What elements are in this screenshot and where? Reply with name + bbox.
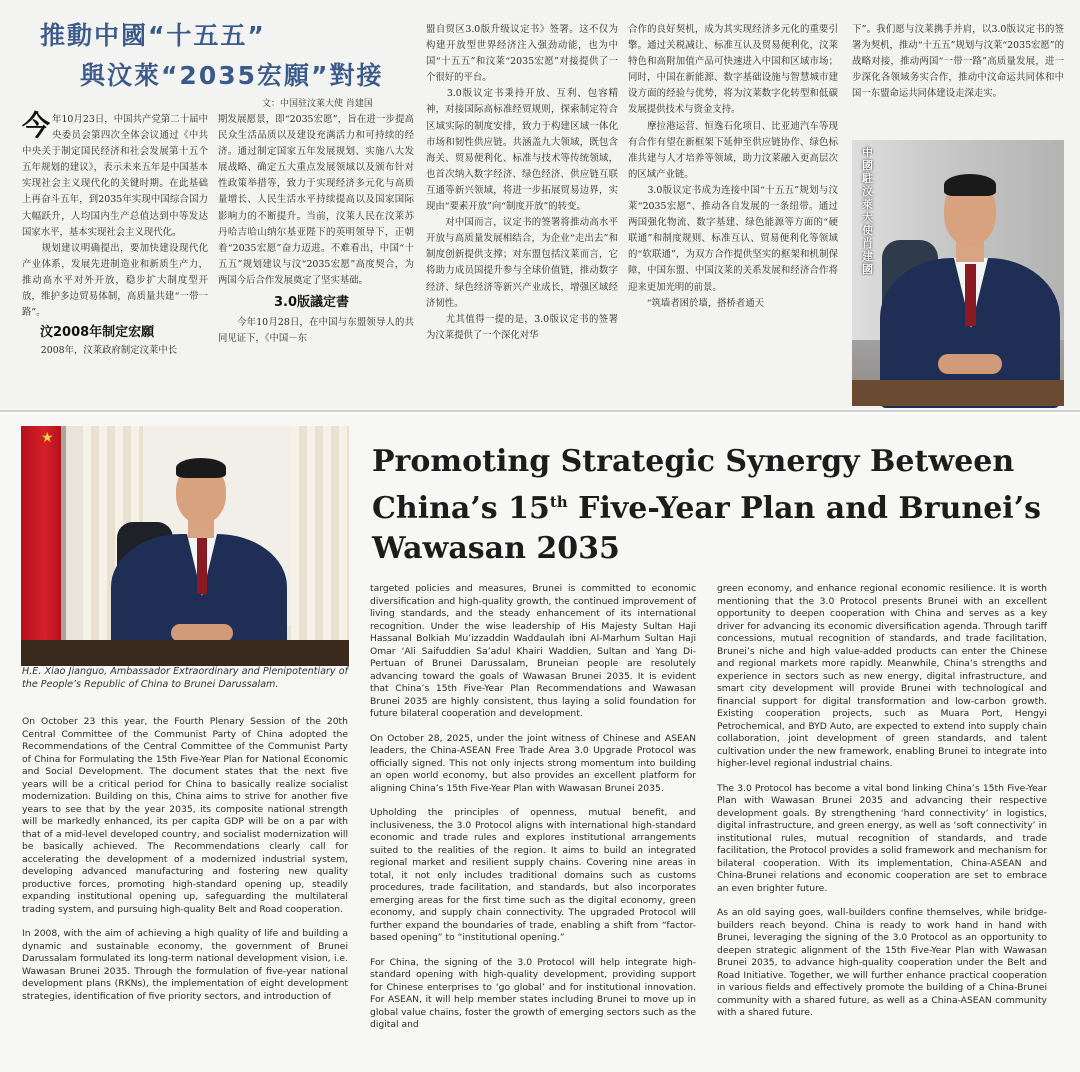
cn-title-line-1: 推動中國“十五五” bbox=[40, 21, 266, 50]
cn-paragraph: 规划建议明确提出，要加快建设现代化产业体系，发展先进制造业和新质生产力，推动高水平对外开放，稳步扩大制度型开放，维护多边贸易体制，高质量共建“一带一路”。 bbox=[22, 242, 208, 319]
cn-photo-caption: 中國駐汶萊大使肖建國 bbox=[862, 146, 873, 276]
cn-paragraph: 年10月23日，中国共产党第二十届中央委员会第四次全体会议通过《中共中央关于制定国民经济和社会发展第十五个五年规划的建议》，表示未来五年是中国基本实现社会主义现代化的关键时期。在此基础上再奋斗五年，到2035年实现中国综合国力大幅跃升，人均国内生产总值达到中等发达国家水平，基本实现社会主义现代化。 bbox=[22, 114, 208, 238]
en-paragraph: targeted policies and measures, Brunei is committed to economic diversification and high-quality growth, the continued improvement of living standards, and the steady enhancement of its international recognition. Under the wise leadership of His Majesty Sultan Haji Hassanal Bolkiah Mu’izzaddin Waddaulah ibni Al-Marhum Sultan Haji Omar ‘Ali Saifuddien Sa’adul Khairi Waddien, Sultan and Yang Di-Pertuan of Brunei Darussalam, Bruneian people are resolutely advancing toward the goals of Wawasan Brunei 2035. It is evident that China’s 15th Five-Year Plan Recommendations and Wawasan Brunei 2035 are highly consistent, thus laying a solid foundation for future bilateral cooperation and development. bbox=[370, 583, 696, 719]
cn-byline: 文：中国驻汶莱大使 肖建国 bbox=[262, 99, 373, 109]
cn-column-2 bbox=[218, 112, 414, 404]
en-paragraph: As an old saying goes, wall-builders confine themselves, while bridge-builders reach beyond. China is ready to work hand in hand with Brunei, leveraging the signing of the 3.0 Protocol as an opportunity to deepen strategic alignment of the 15th Five-Year Plan with Wawasan Brunei 2035, to advance high-quality cooperation under the Belt and Road Initiative. Together, we will further enhance practical cooperation in various fields and effectively promote the building of a China-Brunei community with a shared future, as well as a China-ASEAN community with a shared future. bbox=[717, 907, 1047, 1018]
cn-subheading: 汶2008年制定宏願 bbox=[40, 325, 155, 341]
en-column-1 bbox=[22, 716, 348, 1068]
cn-dropcap: 今 bbox=[22, 109, 51, 142]
english-page bbox=[0, 414, 1080, 1072]
cn-paragraph: 盟自贸区3.0版升级议定书》签署。这不仅为构建开放型世界经济注入强劲动能，也为中国“十五五”和汶莱“2035宏愿”对接提供了一个很好的平台。 bbox=[426, 24, 618, 84]
en-paragraph: For China, the signing of the 3.0 Protocol will help integrate high-standard opening with high-quality development, providing support for Chinese enterprises to ‘go global’ and for institutional innovation. For ASEAN, it will help member states including Brunei to move up in global value chains, foster the growth of emerging sectors such as the digital and bbox=[370, 956, 696, 1030]
cn-paragraph: 尤其值得一提的是，3.0版议定书的签署为汶莱提供了一个深化对华 bbox=[426, 313, 618, 341]
en-paragraph: In 2008, with the aim of achieving a high quality of life and building a dynamic and sustainable economy, the government of Brunei Darussalam formulated its long-term national development vision, i.e. Wawasan Brunei 2035. Through the formulation of five-year national development plans (RKNs), the implementation of eight development strategies, identification of five priority sectors, and introduction of bbox=[22, 928, 348, 1002]
cn-paragraph: 摩拉港运营、恒逸石化项目、比亚迪汽车等现有合作有望在新框架下延伸至供应链协作、绿色标准共建与人才培养等领域，助力汶莱融入更高层次的区域产业链。 bbox=[628, 120, 838, 180]
flag-star-icon: ★ bbox=[41, 430, 54, 446]
en-column-3 bbox=[717, 583, 1047, 1069]
cn-column-3 bbox=[426, 22, 618, 341]
cn-paragraph: 合作的良好契机，成为其实现经济多元化的重要引擎。通过关税减让、标准互认及贸易便利化，汶莱特色和高附加值产品可快速进入中国和区域市场；同时，中国在新能源、数字基础设施与智慧城市建设方面的经验与优势，将为汶莱数字化转型和低碳发展提供技术与资金支持。 bbox=[628, 24, 838, 116]
chinese-clipping bbox=[0, 0, 1080, 412]
cn-column-4 bbox=[628, 22, 838, 406]
en-paragraph: green economy, and enhance regional economic resilience. It is worth mentioning that the 3.0 Protocol presents Brunei with an excellent opportunity to deepen cooperation with China and serves as a key driver for advancing its economic diversification agenda. Through tariff concessions, mutual recognition of standards, and trade facilitation, Brunei’s niche and high value-added products can enter the Chinese and regional markets more rapidly. Meanwhile, China’s strengths and experience in sectors such as new energy, digital infrastructure, and smart city development will provide Brunei with technological and financial support for digital transformation and low-carbon growth. Existing cooperation projects, such as Muara Port, Hengyi Petrochemical, and BYD Auto, are expected to extend into supply chain collaboration, joint development of green standards, and talent cultivation under the new framework, enabling Brunei to integrate into higher-level regional industrial chains. bbox=[717, 583, 1047, 769]
cn-paragraph: 2008年，汶莱政府制定汶莱中长 bbox=[40, 345, 178, 357]
cn-paragraph: 3.0版议定书成为连接中国“十五五”规划与汶莱“2035宏愿”、推动各自发展的一条纽带。通过两国强化物流、数字基建、绿色能源等方面的“硬联通”和制度规则、标准互认、贸易便利化等领域的“软联通”，为双方合作提供坚实的框架和机制保障，中国东盟、中国汶莱的关系发展和经济合作将迎来更加光明的前景。 bbox=[628, 184, 838, 293]
cn-paragraph: “筑墙者困於墙，搭桥者通天 bbox=[646, 297, 765, 309]
cn-paragraph: 期发展愿景，即“2035宏愿”，旨在进一步提高民众生活品质以及建设充满活力和可持续的经济。通过制定国家五年发展规划、实施八大发展战略、确定五大重点发展领域以及颁布针对性政策举措等，致力于实现经济多元化与高质量增长、人民生活水平持续提高以及国家国际影响力的不断提升。当前，汶莱人民在汶莱苏丹哈吉哈山纳尔基亚陛下的英明领导下，正朝着“2035宏愿”奋力迈进。不难看出，中国“十五五”规划建议与汶“2035宏愿”高度契合，为两国今后合作发展奠定了坚实基础。 bbox=[218, 114, 414, 286]
en-paragraph: Upholding the principles of openness, mutual benefit, and inclusiveness, the 3.0 Protocol aligns with international high-standard economic and trade rules and explores institutional arrangements suited to the realities of the region. It aims to build an integrated regional market and resilient supply chains. Covering nine areas in total, it not only includes traditional domains such as customs procedures, trade facilitation, and standards, but also incorporates emerging areas for the first time such as the digital economy, green economy, and supply chain connectivity. The upgraded Protocol will further expand the boundaries of trade, enabling a shift from “factor-based opening” to “institutional opening.” bbox=[370, 807, 696, 943]
cn-column-5 bbox=[852, 22, 1064, 132]
en-paragraph: On October 23 this year, the Fourth Plenary Session of the 20th Central Committee of the Communist Party of China adopted the Recommendations of the Central Committee of the Communist Party of China for Formulating the 15th Five-Year Plan for National Economic and Social Development. The document states that the next five years will be a critical period for China to basically realize socialist modernization. Building on this, China aims to strive for another five years to see that by the year 2035, its composite national strength will be markedly enhanced, its per capita GDP will be on a par with that of a mid-level developed country, and socialist modernization will be basically achieved. The Recommendations clearly call for accelerating the development of a modernized industrial system, developing advanced manufacturing and fostering new quality productive forces, promoting high-standard opening up, steadily expanding institutional opening up, safeguarding the multilateral trading system, and pursuing high-quality Belt and Road cooperation. bbox=[22, 716, 348, 915]
cn-paragraph: 下”。我们愿与汶莱携手并肩，以3.0版议定书的签署为契机，推动“十五五”规划与汶莱“2035宏愿”的战略对接，推动两国“一带一路”高质量发展，进一步深化各领域务实合作，推动中汶命运共同体和中国一东盟命运共同体建设走深走实。 bbox=[852, 24, 1064, 100]
en-photo-caption: H.E. Xiao Jianguo, Ambassador Extraordinary and Plenipotentiary of the People’s Republic of China to Brunei Darussalam. bbox=[22, 666, 348, 690]
en-headline bbox=[372, 442, 1062, 569]
cn-paragraph: 今年10月28日，在中国与东盟领导人的共同见证下，《中国－东 bbox=[218, 317, 414, 345]
en-headline-sup: th bbox=[549, 493, 568, 511]
cn-title-line-2: 與汶萊“2035宏願”對接 bbox=[80, 61, 384, 90]
cn-ambassador-photo bbox=[852, 140, 1064, 406]
cn-paragraph: 对中国而言，议定书的签署将推动高水平开放与高质量发展相结合，为企业“走出去”和制度创新提供支撑；对东盟包括汶莱而言，它将助力成员国提升参与全球价值链，推动数字经济、绿色经济等新兴产业成长，增强区域经济韧性。 bbox=[426, 217, 618, 309]
cn-subheading: 3.0版議定書 bbox=[274, 295, 350, 311]
en-column-2 bbox=[370, 583, 696, 1069]
en-paragraph: On October 28, 2025, under the joint witness of Chinese and ASEAN leaders, the China-ASEAN Free Trade Area 3.0 Upgrade Protocol was officially signed. This not only injects strong momentum into building an open world economy, but also provides an excellent platform for aligning China’s 15th Five-Year Plan with Wawasan Brunei 2035. bbox=[370, 732, 696, 794]
en-headline-part-1: Promoting Strategic Synergy Between China’s 15 bbox=[372, 444, 1015, 526]
cn-paragraph: 3.0版议定书秉持开放、互利、包容精神，对接国际高标准经贸规则，探索制定符合区域实际的制度安排，致力于构建区域一体化市场和韧性供应链。共涵盖九大领域，既包含海关、贸易便利化、标准与技术等传统领域，也首次纳入数字经济、绿色经济、供应链互联互通等新兴领域，将进一步拓展贸易边界，实现由“要素开放”向“制度开放”的转变。 bbox=[426, 88, 618, 213]
en-ambassador-photo bbox=[21, 426, 349, 666]
en-headline-part-2: Five-Year Plan and Brunei’s Wawasan 2035 bbox=[372, 491, 1042, 566]
cn-column-1 bbox=[22, 109, 208, 404]
en-paragraph: The 3.0 Protocol has become a vital bond linking China’s 15th Five-Year Plan with Wawasan Brunei 2035 and advancing their respective development goals. By strengthening ‘hard connectivity’ in logistics, digital infrastructure, and green energy, as well as ‘soft connectivity’ in institutional rules, mutual recognition of standards, and trade facilitation, the Protocol provides a solid framework and mechanism for bilateral cooperation. With its implementation, China-ASEAN and China-Brunei relations and economic cooperation are set to embrace an even brighter future. bbox=[717, 782, 1047, 894]
